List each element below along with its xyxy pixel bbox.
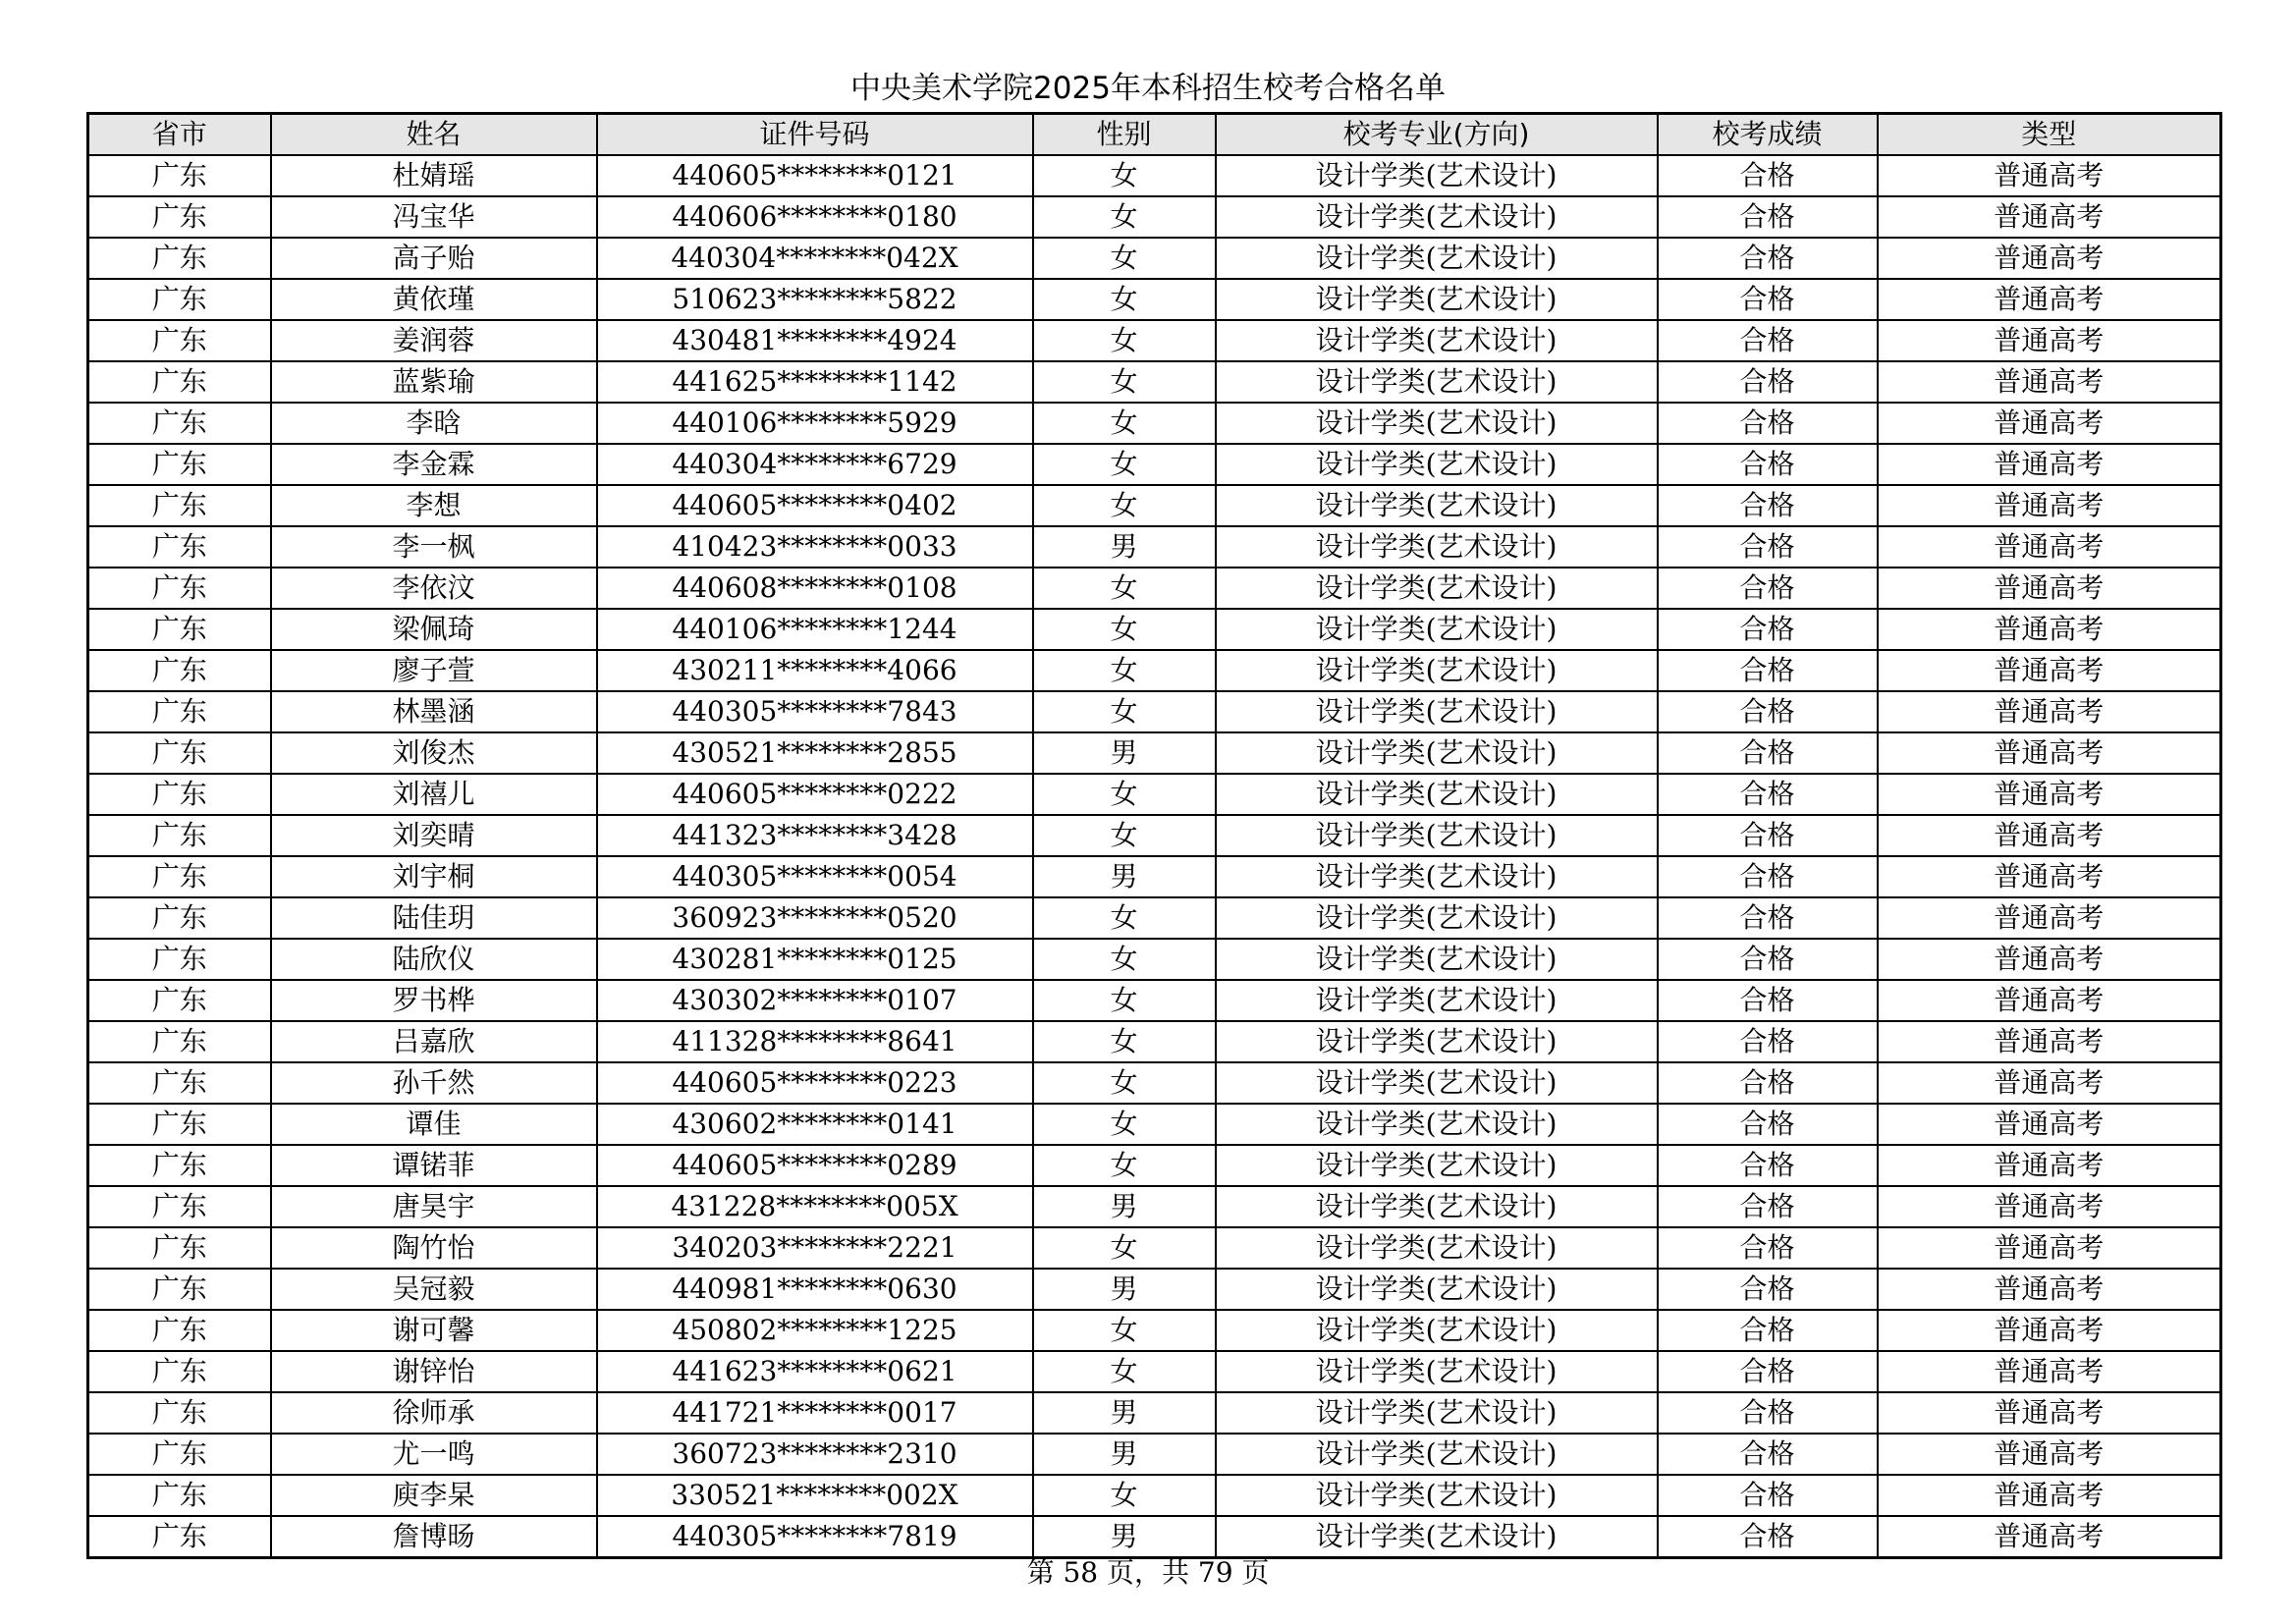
major-cell: 设计学类(艺术设计): [1216, 732, 1658, 774]
name-cell: 陶竹怡: [271, 1227, 597, 1269]
result-cell: 合格: [1658, 1516, 1878, 1558]
province-cell: 广东: [88, 1351, 271, 1392]
gender-cell: 男: [1033, 526, 1216, 568]
major-cell: 设计学类(艺术设计): [1216, 691, 1658, 732]
province-cell: 广东: [88, 1062, 271, 1104]
type-cell: 普通高考: [1878, 1021, 2221, 1062]
result-cell: 合格: [1658, 1104, 1878, 1145]
id-number-cell: 340203********2221: [597, 1227, 1033, 1269]
province-cell: 广东: [88, 732, 271, 774]
name-cell: 尤一鸣: [271, 1434, 597, 1475]
type-cell: 普通高考: [1878, 1104, 2221, 1145]
id-number-cell: 450802********1225: [597, 1310, 1033, 1351]
province-cell: 广东: [88, 691, 271, 732]
gender-cell: 女: [1033, 650, 1216, 691]
type-cell: 普通高考: [1878, 485, 2221, 526]
gender-cell: 女: [1033, 320, 1216, 361]
result-cell: 合格: [1658, 361, 1878, 403]
type-cell: 普通高考: [1878, 609, 2221, 650]
id-number-cell: 441323********3428: [597, 815, 1033, 856]
name-cell: 刘俊杰: [271, 732, 597, 774]
result-cell: 合格: [1658, 1062, 1878, 1104]
result-cell: 合格: [1658, 774, 1878, 815]
major-cell: 设计学类(艺术设计): [1216, 1227, 1658, 1269]
result-cell: 合格: [1658, 485, 1878, 526]
table-row: [88, 526, 2221, 568]
province-cell: 广东: [88, 815, 271, 856]
gender-cell: 女: [1033, 609, 1216, 650]
table-row: [88, 485, 2221, 526]
type-cell: 普通高考: [1878, 196, 2221, 238]
major-cell: 设计学类(艺术设计): [1216, 939, 1658, 980]
gender-cell: 男: [1033, 1186, 1216, 1227]
type-cell: 普通高考: [1878, 815, 2221, 856]
gender-cell: 女: [1033, 568, 1216, 609]
name-cell: 陆欣仪: [271, 939, 597, 980]
gender-cell: 女: [1033, 1310, 1216, 1351]
id-number-cell: 430602********0141: [597, 1104, 1033, 1145]
table-row: [88, 774, 2221, 815]
major-cell: 设计学类(艺术设计): [1216, 1392, 1658, 1434]
id-number-cell: 431228********005X: [597, 1186, 1033, 1227]
province-cell: 广东: [88, 1434, 271, 1475]
id-number-cell: 411328********8641: [597, 1021, 1033, 1062]
page-number-footer: 第 58 页，共 79 页: [1026, 1556, 1270, 1589]
id-number-cell: 440605********0402: [597, 485, 1033, 526]
name-cell: 李想: [271, 485, 597, 526]
id-number-cell: 410423********0033: [597, 526, 1033, 568]
gender-cell: 女: [1033, 1351, 1216, 1392]
result-cell: 合格: [1658, 279, 1878, 320]
id-number-cell: 360923********0520: [597, 897, 1033, 939]
result-cell: 合格: [1658, 980, 1878, 1021]
result-cell: 合格: [1658, 403, 1878, 444]
table-row: [88, 609, 2221, 650]
major-cell: 设计学类(艺术设计): [1216, 1269, 1658, 1310]
gender-cell: 女: [1033, 774, 1216, 815]
gender-cell: 女: [1033, 155, 1216, 196]
major-cell: 设计学类(艺术设计): [1216, 609, 1658, 650]
type-cell: 普通高考: [1878, 526, 2221, 568]
gender-cell: 女: [1033, 939, 1216, 980]
table-row: [88, 1392, 2221, 1434]
column-header-name: 姓名: [271, 114, 597, 156]
table-row: [88, 403, 2221, 444]
gender-cell: 女: [1033, 897, 1216, 939]
province-cell: 广东: [88, 1392, 271, 1434]
major-cell: 设计学类(艺术设计): [1216, 856, 1658, 897]
table-row: [88, 856, 2221, 897]
type-cell: 普通高考: [1878, 856, 2221, 897]
major-cell: 设计学类(艺术设计): [1216, 1475, 1658, 1516]
id-number-cell: 440106********5929: [597, 403, 1033, 444]
name-cell: 刘奕晴: [271, 815, 597, 856]
column-header-province: 省市: [88, 114, 271, 156]
result-cell: 合格: [1658, 609, 1878, 650]
type-cell: 普通高考: [1878, 897, 2221, 939]
major-cell: 设计学类(艺术设计): [1216, 526, 1658, 568]
type-cell: 普通高考: [1878, 1186, 2221, 1227]
province-cell: 广东: [88, 897, 271, 939]
province-cell: 广东: [88, 1310, 271, 1351]
name-cell: 冯宝华: [271, 196, 597, 238]
province-cell: 广东: [88, 939, 271, 980]
gender-cell: 女: [1033, 980, 1216, 1021]
type-cell: 普通高考: [1878, 238, 2221, 279]
major-cell: 设计学类(艺术设计): [1216, 485, 1658, 526]
major-cell: 设计学类(艺术设计): [1216, 320, 1658, 361]
result-cell: 合格: [1658, 1351, 1878, 1392]
gender-cell: 女: [1033, 444, 1216, 485]
name-cell: 庾李杲: [271, 1475, 597, 1516]
type-cell: 普通高考: [1878, 1145, 2221, 1186]
name-cell: 廖子萱: [271, 650, 597, 691]
table-row: [88, 1021, 2221, 1062]
gender-cell: 女: [1033, 403, 1216, 444]
id-number-cell: 440106********1244: [597, 609, 1033, 650]
result-cell: 合格: [1658, 650, 1878, 691]
table-row: [88, 650, 2221, 691]
name-cell: 李晗: [271, 403, 597, 444]
type-cell: 普通高考: [1878, 568, 2221, 609]
name-cell: 罗书桦: [271, 980, 597, 1021]
id-number-cell: 440608********0108: [597, 568, 1033, 609]
province-cell: 广东: [88, 238, 271, 279]
result-cell: 合格: [1658, 568, 1878, 609]
id-number-cell: 430481********4924: [597, 320, 1033, 361]
name-cell: 李金霖: [271, 444, 597, 485]
gender-cell: 女: [1033, 361, 1216, 403]
type-cell: 普通高考: [1878, 1227, 2221, 1269]
table-row: [88, 279, 2221, 320]
gender-cell: 女: [1033, 485, 1216, 526]
id-number-cell: 430302********0107: [597, 980, 1033, 1021]
result-cell: 合格: [1658, 238, 1878, 279]
column-header-major: 校考专业(方向): [1216, 114, 1658, 156]
result-cell: 合格: [1658, 732, 1878, 774]
id-number-cell: 430281********0125: [597, 939, 1033, 980]
major-cell: 设计学类(艺术设计): [1216, 1516, 1658, 1558]
result-cell: 合格: [1658, 1227, 1878, 1269]
province-cell: 广东: [88, 1516, 271, 1558]
name-cell: 谢可馨: [271, 1310, 597, 1351]
major-cell: 设计学类(艺术设计): [1216, 980, 1658, 1021]
major-cell: 设计学类(艺术设计): [1216, 279, 1658, 320]
major-cell: 设计学类(艺术设计): [1216, 1310, 1658, 1351]
name-cell: 黄依瑾: [271, 279, 597, 320]
gender-cell: 女: [1033, 1062, 1216, 1104]
column-header-type: 类型: [1878, 114, 2221, 156]
name-cell: 林墨涵: [271, 691, 597, 732]
name-cell: 唐昊宇: [271, 1186, 597, 1227]
type-cell: 普通高考: [1878, 155, 2221, 196]
type-cell: 普通高考: [1878, 361, 2221, 403]
type-cell: 普通高考: [1878, 980, 2221, 1021]
major-cell: 设计学类(艺术设计): [1216, 1062, 1658, 1104]
page-title: 中央美术学院2025年本科招生校考合格名单: [850, 71, 1446, 106]
major-cell: 设计学类(艺术设计): [1216, 897, 1658, 939]
name-cell: 谢锌怡: [271, 1351, 597, 1392]
table-row: [88, 1475, 2221, 1516]
major-cell: 设计学类(艺术设计): [1216, 196, 1658, 238]
table-row: [88, 1516, 2221, 1558]
table-row: [88, 238, 2221, 279]
id-number-cell: 440304********042X: [597, 238, 1033, 279]
gender-cell: 女: [1033, 1475, 1216, 1516]
table-row: [88, 980, 2221, 1021]
gender-cell: 男: [1033, 1434, 1216, 1475]
result-cell: 合格: [1658, 1475, 1878, 1516]
province-cell: 广东: [88, 774, 271, 815]
id-number-cell: 440606********0180: [597, 196, 1033, 238]
id-number-cell: 440981********0630: [597, 1269, 1033, 1310]
result-cell: 合格: [1658, 897, 1878, 939]
province-cell: 广东: [88, 1145, 271, 1186]
province-cell: 广东: [88, 1269, 271, 1310]
type-cell: 普通高考: [1878, 691, 2221, 732]
type-cell: 普通高考: [1878, 1310, 2221, 1351]
province-cell: 广东: [88, 980, 271, 1021]
province-cell: 广东: [88, 650, 271, 691]
gender-cell: 女: [1033, 815, 1216, 856]
table-row: [88, 815, 2221, 856]
id-number-cell: 441625********1142: [597, 361, 1033, 403]
result-cell: 合格: [1658, 856, 1878, 897]
major-cell: 设计学类(艺术设计): [1216, 1145, 1658, 1186]
table-row: [88, 1434, 2221, 1475]
result-cell: 合格: [1658, 1145, 1878, 1186]
table-row: [88, 196, 2221, 238]
result-cell: 合格: [1658, 1434, 1878, 1475]
admission-list-table: [86, 112, 2222, 1559]
table-row: [88, 939, 2221, 980]
gender-cell: 女: [1033, 691, 1216, 732]
type-cell: 普通高考: [1878, 403, 2221, 444]
id-number-cell: 430211********4066: [597, 650, 1033, 691]
gender-cell: 女: [1033, 1227, 1216, 1269]
gender-cell: 女: [1033, 1145, 1216, 1186]
major-cell: 设计学类(艺术设计): [1216, 774, 1658, 815]
id-number-cell: 510623********5822: [597, 279, 1033, 320]
result-cell: 合格: [1658, 1186, 1878, 1227]
province-cell: 广东: [88, 320, 271, 361]
province-cell: 广东: [88, 609, 271, 650]
table-row: [88, 1227, 2221, 1269]
result-cell: 合格: [1658, 1269, 1878, 1310]
table-row: [88, 1310, 2221, 1351]
type-cell: 普通高考: [1878, 1475, 2221, 1516]
table-header: [88, 114, 2221, 156]
column-header-id-number: 证件号码: [597, 114, 1033, 156]
major-cell: 设计学类(艺术设计): [1216, 815, 1658, 856]
type-cell: 普通高考: [1878, 320, 2221, 361]
id-number-cell: 440605********0121: [597, 155, 1033, 196]
name-cell: 吴冠毅: [271, 1269, 597, 1310]
gender-cell: 女: [1033, 279, 1216, 320]
table-row: [88, 1186, 2221, 1227]
major-cell: 设计学类(艺术设计): [1216, 650, 1658, 691]
id-number-cell: 440605********0289: [597, 1145, 1033, 1186]
type-cell: 普通高考: [1878, 1351, 2221, 1392]
province-cell: 广东: [88, 196, 271, 238]
id-number-cell: 440605********0222: [597, 774, 1033, 815]
table-row: [88, 732, 2221, 774]
major-cell: 设计学类(艺术设计): [1216, 1434, 1658, 1475]
type-cell: 普通高考: [1878, 1392, 2221, 1434]
major-cell: 设计学类(艺术设计): [1216, 238, 1658, 279]
table-row: [88, 1062, 2221, 1104]
id-number-cell: 440305********7819: [597, 1516, 1033, 1558]
province-cell: 广东: [88, 485, 271, 526]
table-row: [88, 1104, 2221, 1145]
table-row: [88, 691, 2221, 732]
result-cell: 合格: [1658, 815, 1878, 856]
type-cell: 普通高考: [1878, 650, 2221, 691]
name-cell: 詹博旸: [271, 1516, 597, 1558]
province-cell: 广东: [88, 444, 271, 485]
type-cell: 普通高考: [1878, 279, 2221, 320]
province-cell: 广东: [88, 155, 271, 196]
type-cell: 普通高考: [1878, 939, 2221, 980]
major-cell: 设计学类(艺术设计): [1216, 1186, 1658, 1227]
province-cell: 广东: [88, 526, 271, 568]
name-cell: 谭佳: [271, 1104, 597, 1145]
table-row: [88, 361, 2221, 403]
id-number-cell: 330521********002X: [597, 1475, 1033, 1516]
name-cell: 李一枫: [271, 526, 597, 568]
id-number-cell: 430521********2855: [597, 732, 1033, 774]
result-cell: 合格: [1658, 1310, 1878, 1351]
name-cell: 陆佳玥: [271, 897, 597, 939]
table-row: [88, 1145, 2221, 1186]
gender-cell: 女: [1033, 238, 1216, 279]
type-cell: 普通高考: [1878, 1269, 2221, 1310]
type-cell: 普通高考: [1878, 444, 2221, 485]
result-cell: 合格: [1658, 1392, 1878, 1434]
major-cell: 设计学类(艺术设计): [1216, 403, 1658, 444]
province-cell: 广东: [88, 568, 271, 609]
id-number-cell: 440605********0223: [597, 1062, 1033, 1104]
result-cell: 合格: [1658, 320, 1878, 361]
result-cell: 合格: [1658, 1021, 1878, 1062]
province-cell: 广东: [88, 1104, 271, 1145]
name-cell: 李依汶: [271, 568, 597, 609]
result-cell: 合格: [1658, 444, 1878, 485]
province-cell: 广东: [88, 1021, 271, 1062]
type-cell: 普通高考: [1878, 732, 2221, 774]
major-cell: 设计学类(艺术设计): [1216, 1351, 1658, 1392]
id-number-cell: 360723********2310: [597, 1434, 1033, 1475]
name-cell: 谭锘菲: [271, 1145, 597, 1186]
province-cell: 广东: [88, 279, 271, 320]
gender-cell: 女: [1033, 1021, 1216, 1062]
province-cell: 广东: [88, 856, 271, 897]
result-cell: 合格: [1658, 196, 1878, 238]
name-cell: 蓝紫瑜: [271, 361, 597, 403]
column-header-gender: 性别: [1033, 114, 1216, 156]
name-cell: 刘禧儿: [271, 774, 597, 815]
gender-cell: 男: [1033, 1392, 1216, 1434]
province-cell: 广东: [88, 1475, 271, 1516]
province-cell: 广东: [88, 1186, 271, 1227]
table-row: [88, 320, 2221, 361]
column-header-result: 校考成绩: [1658, 114, 1878, 156]
major-cell: 设计学类(艺术设计): [1216, 155, 1658, 196]
major-cell: 设计学类(艺术设计): [1216, 1104, 1658, 1145]
province-cell: 广东: [88, 403, 271, 444]
gender-cell: 男: [1033, 1516, 1216, 1558]
result-cell: 合格: [1658, 939, 1878, 980]
name-cell: 姜润蓉: [271, 320, 597, 361]
gender-cell: 男: [1033, 856, 1216, 897]
table-row: [88, 897, 2221, 939]
name-cell: 孙千然: [271, 1062, 597, 1104]
table-body: [88, 155, 2221, 1558]
type-cell: 普通高考: [1878, 1434, 2221, 1475]
name-cell: 吕嘉欣: [271, 1021, 597, 1062]
province-cell: 广东: [88, 1227, 271, 1269]
gender-cell: 男: [1033, 1269, 1216, 1310]
province-cell: 广东: [88, 361, 271, 403]
id-number-cell: 441623********0621: [597, 1351, 1033, 1392]
name-cell: 高子贻: [271, 238, 597, 279]
result-cell: 合格: [1658, 691, 1878, 732]
result-cell: 合格: [1658, 155, 1878, 196]
major-cell: 设计学类(艺术设计): [1216, 361, 1658, 403]
gender-cell: 女: [1033, 196, 1216, 238]
table-row: [88, 1269, 2221, 1310]
table-row: [88, 155, 2221, 196]
table-row: [88, 1351, 2221, 1392]
name-cell: 徐师承: [271, 1392, 597, 1434]
name-cell: 梁佩琦: [271, 609, 597, 650]
name-cell: 杜婧瑶: [271, 155, 597, 196]
major-cell: 设计学类(艺术设计): [1216, 444, 1658, 485]
table-row: [88, 568, 2221, 609]
type-cell: 普通高考: [1878, 774, 2221, 815]
major-cell: 设计学类(艺术设计): [1216, 1021, 1658, 1062]
gender-cell: 男: [1033, 732, 1216, 774]
id-number-cell: 441721********0017: [597, 1392, 1033, 1434]
gender-cell: 女: [1033, 1104, 1216, 1145]
header-row: [88, 114, 2221, 156]
id-number-cell: 440305********7843: [597, 691, 1033, 732]
table-row: [88, 444, 2221, 485]
type-cell: 普通高考: [1878, 1516, 2221, 1558]
result-cell: 合格: [1658, 526, 1878, 568]
type-cell: 普通高考: [1878, 1062, 2221, 1104]
major-cell: 设计学类(艺术设计): [1216, 568, 1658, 609]
id-number-cell: 440305********0054: [597, 856, 1033, 897]
id-number-cell: 440304********6729: [597, 444, 1033, 485]
name-cell: 刘宇桐: [271, 856, 597, 897]
